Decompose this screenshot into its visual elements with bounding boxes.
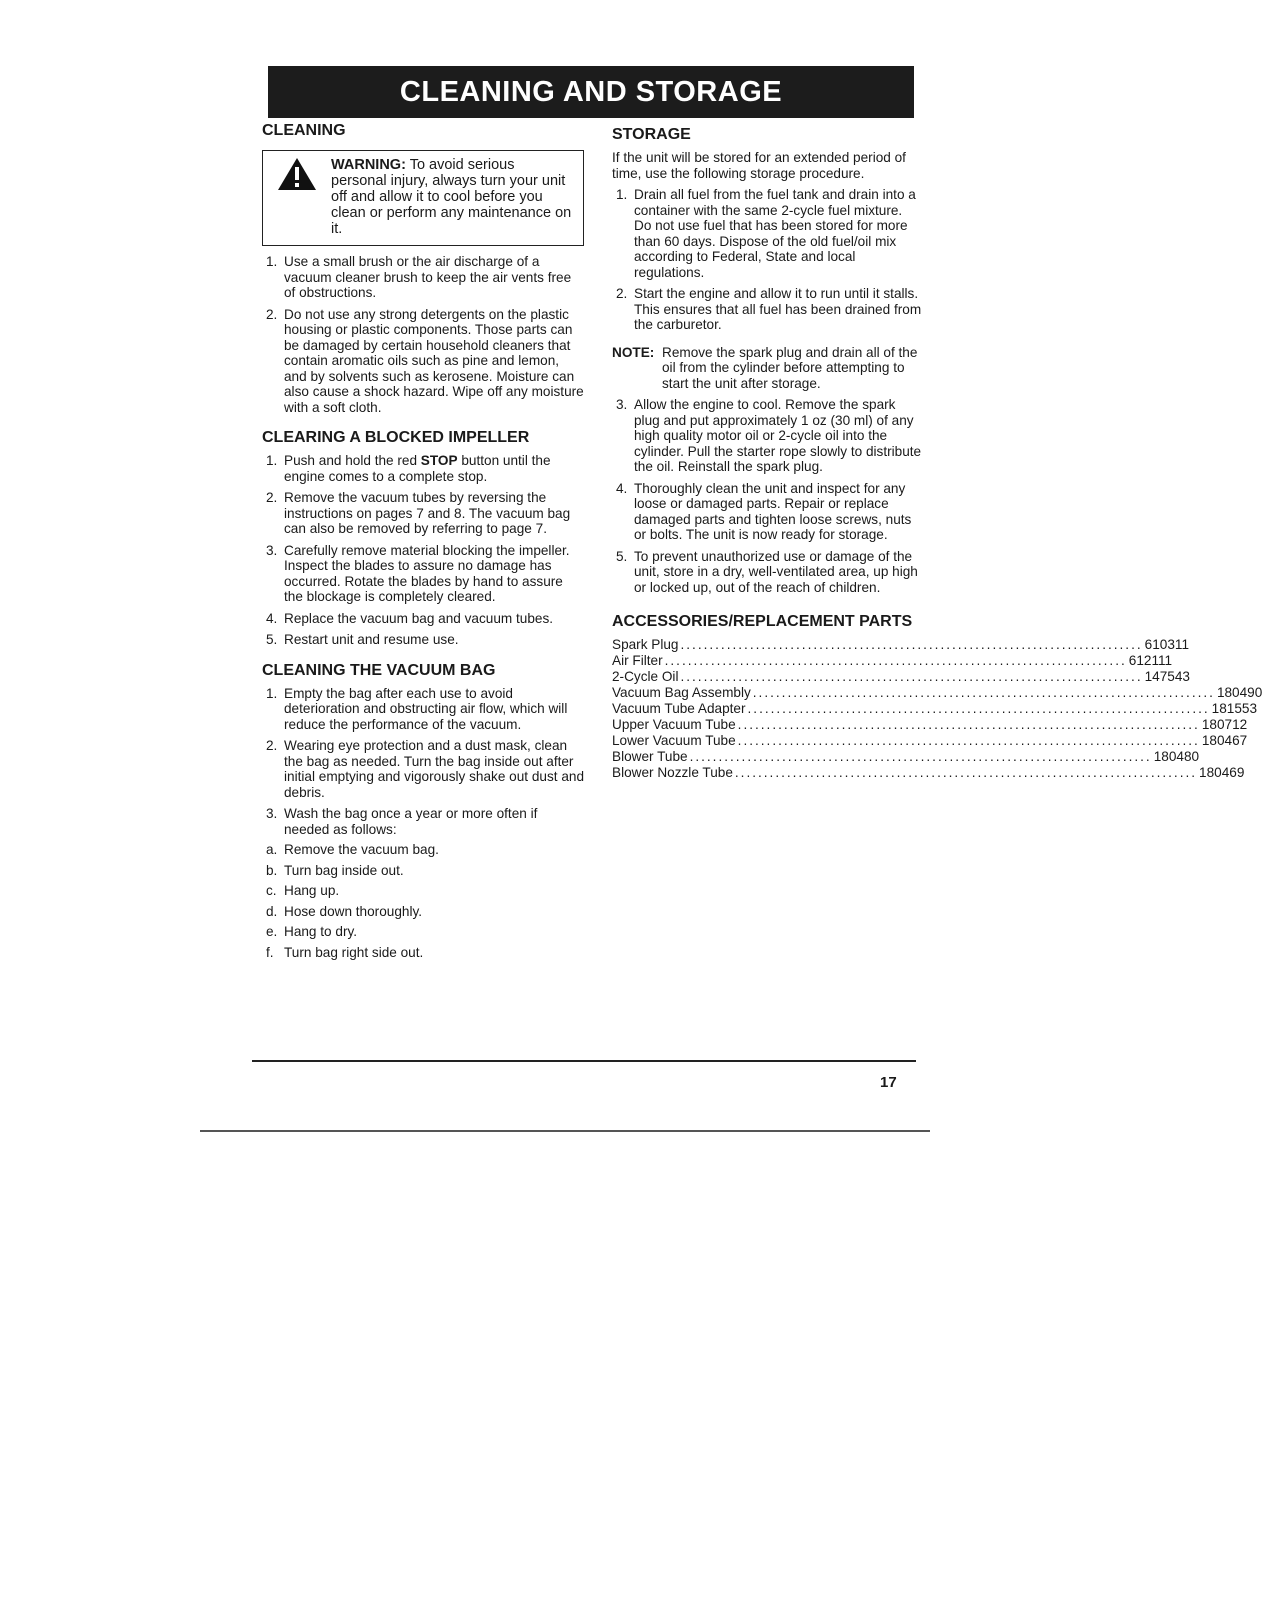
impeller-steps [262, 453, 584, 648]
dot-leader: ................................................................................ [747, 701, 1210, 716]
dot-leader: ................................................................................ [734, 765, 1198, 780]
part-row [612, 701, 1258, 717]
part-number: 180469 [1199, 765, 1245, 780]
part-number: 181553 [1211, 701, 1258, 716]
list-item: 1. Push and hold the red STOP button until the engine comes to a complete stop. [266, 453, 551, 484]
footer-rule [252, 1060, 916, 1062]
left-column [262, 122, 584, 960]
part-row [612, 765, 1245, 781]
storage-steps-a [612, 187, 922, 333]
list-item: e. Hang to dry. [266, 924, 358, 939]
part-name: Blower Tube [612, 749, 688, 764]
part-number: 147543 [1144, 669, 1190, 684]
list-item: 1. Empty the bag after each use to avoid deterioration and obstructing air flow, which will reduce the performance of the vacuum. [266, 685, 568, 732]
parts-list [612, 637, 1262, 781]
list-item: 1. Use a small brush or the air discharge of a vacuum cleaner brush to keep the air vents free of obstructions. [266, 254, 572, 300]
note-text: Remove the spark plug and drain all of the oil from the cylinder before attempting to start the unit after storage. [662, 344, 918, 391]
part-row [612, 669, 1190, 685]
part-number: 180490 [1216, 685, 1262, 700]
list-item: 4. Thoroughly clean the unit and inspect for any loose or damaged parts. Repair or replace damaged parts and tighten loose screws, nuts or bolts. The unit is now ready for storage. [616, 480, 912, 542]
list-item: 2. Remove the vacuum tubes by reversing the instructions on pages 7 and 8. The vacuum bag can also be removed by referring to page 7. [266, 490, 571, 536]
stop-label: STOP [420, 453, 458, 468]
warning-triangle-icon [277, 157, 317, 191]
warning-box [262, 150, 584, 246]
part-row [612, 717, 1248, 733]
list-item: 5. To prevent unauthorized use or damage of the unit, store in a dry, well-ventilated area, up high or locked up, out of the reach of children. [616, 548, 918, 595]
part-name: Spark Plug [612, 637, 679, 652]
list-item: 4. Replace the vacuum bag and vacuum tubes. [266, 610, 554, 626]
dot-leader: ................................................................................ [737, 733, 1200, 748]
list-item: d. Hose down thoroughly. [266, 903, 423, 919]
list-item: a. Remove the vacuum bag. [266, 842, 439, 857]
dot-leader: ................................................................................ [664, 653, 1127, 668]
part-name: Lower Vacuum Tube [612, 733, 736, 748]
part-row [612, 685, 1262, 701]
storage-intro: If the unit will be stored for an extended period of time, use the following storage procedure. [612, 150, 906, 181]
dot-leader: ................................................................................ [680, 637, 1143, 652]
part-number: 180467 [1201, 733, 1248, 748]
note-label: NOTE: [612, 344, 655, 360]
impeller-heading: CLEARING A BLOCKED IMPELLER [262, 429, 530, 446]
part-row [612, 749, 1200, 765]
list-item: 3. Allow the engine to cool. Remove the spark plug and put approximately 1 oz (30 ml) of any high quality motor oil or 2-cycle oil into the cylinder. Pull the starter rope slowly to distribute the oil. Reinstall the spark plug. [616, 397, 922, 474]
storage-steps-b [612, 397, 922, 595]
part-row [612, 653, 1173, 669]
vacuum-bag-steps [262, 686, 584, 838]
part-number: 180712 [1201, 717, 1248, 732]
cleaning-steps [262, 254, 584, 415]
list-item: 2. Start the engine and allow it to run until it stalls. This ensures that all fuel has been drained from the carburetor. [616, 286, 922, 332]
part-name: Vacuum Bag Assembly [612, 685, 751, 700]
list-item: 2. Wearing eye protection and a dust mask, clean the bag as needed. Turn the bag inside out after initial emptying and vigorously shake out dust and debris. [266, 738, 584, 800]
list-item: 3. Carefully remove material blocking the impeller. Inspect the blades to assure no damage has occurred. Rotate the blades by hand to assure the blockage is completely cleared. [266, 542, 570, 604]
part-name: Air Filter [612, 653, 663, 668]
warning-label: WARNING: [331, 157, 406, 173]
part-name: Upper Vacuum Tube [612, 717, 736, 732]
list-item: f. Turn bag right side out. [266, 944, 424, 960]
dot-leader: ................................................................................ [689, 749, 1152, 764]
list-item: 5. Restart unit and resume use. [266, 632, 459, 647]
part-row [612, 637, 1190, 653]
part-name: Vacuum Tube Adapter [612, 701, 746, 716]
list-item: 1. Drain all fuel from the fuel tank and drain into a container with the same 2-cycle fuel mixture. Do not use fuel that has been stored for more than 60 days. Dispose of the old fuel/oil mix according to Federal, State and local regulations. [616, 187, 916, 280]
part-name: Blower Nozzle Tube [612, 765, 733, 780]
storage-note [612, 345, 922, 392]
part-number: 612111 [1128, 653, 1173, 668]
dot-leader: ................................................................................ [680, 669, 1143, 684]
vacuum-bag-substeps [262, 842, 584, 960]
part-name: 2-Cycle Oil [612, 669, 679, 684]
vacuum-bag-heading: CLEANING THE VACUUM BAG [262, 661, 496, 679]
dot-leader: ................................................................................ [752, 685, 1215, 700]
part-number: 180480 [1153, 749, 1200, 764]
accessories-heading: ACCESSORIES/REPLACEMENT PARTS [612, 613, 913, 630]
page-edge-rule [200, 1130, 930, 1132]
warning-text: To avoid serious personal injury, always turn your unit off and allow it to cool before you clean or perform any maintenance on it. [331, 157, 572, 237]
part-row [612, 733, 1248, 749]
section-banner: CLEANING AND STORAGE [268, 66, 914, 118]
storage-heading: STORAGE [612, 126, 691, 143]
cleaning-heading: CLEANING [262, 122, 346, 139]
page-number: 17 [880, 1074, 897, 1091]
right-column [612, 126, 1262, 781]
list-item: b. Turn bag inside out. [266, 862, 404, 878]
list-item: 2. Do not use any strong detergents on the plastic housing or plastic components. Those parts can be damaged by certain household cleaners that contain aromatic oils such as pine and lemon, and by solvents such as kerosene. Moisture can also cause a shock hazard. Wipe off any moisture with a soft cloth. [266, 306, 584, 415]
part-number: 610311 [1144, 637, 1190, 652]
list-item: c. Hang up. [266, 883, 340, 898]
list-item: 3. Wash the bag once a year or more often if needed as follows: [266, 806, 538, 837]
dot-leader: ................................................................................ [737, 717, 1200, 732]
